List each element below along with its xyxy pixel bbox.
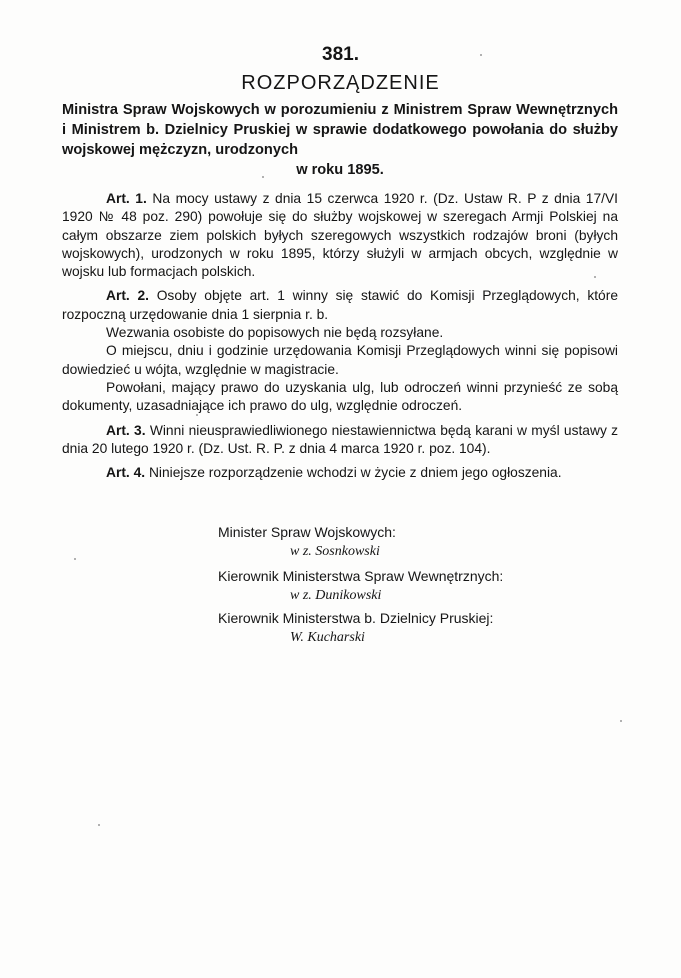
- signature-name: W. Kucharski: [290, 630, 365, 645]
- article-2: [62, 287, 618, 324]
- signature-block-3: [218, 608, 638, 648]
- articles-body: [62, 190, 618, 488]
- heading-last-line: w roku 1895.: [296, 162, 384, 178]
- article-label: Art. 4.: [106, 465, 146, 481]
- article-3: [62, 422, 618, 459]
- signature-name: w z. Sosnkowski: [290, 544, 380, 559]
- document-title: ROZPORZĄDZENIE: [241, 72, 440, 94]
- article-label: Art. 3.: [106, 422, 146, 438]
- document-heading: [62, 100, 618, 180]
- scan-speck: [74, 558, 76, 560]
- signature-block-1: [218, 522, 638, 562]
- article-paragraph: Powołani, mający prawo do uzyskania ulg, lub odroczeń winni przynieść ze sobą dokumenty, uzasadniające ich prawo do ulg, względnie odroczeń.: [62, 379, 618, 414]
- signature-block-2: [218, 566, 638, 606]
- article-text: Na mocy ustawy z dnia 15 czerwca 1920 r. (Dz. Ustaw R. P z dnia 17/VI 1920 № 48 poz. 290) powołuje się do służby wojskowej w szeregach Armji Polskiej na całym obszarze ziem polskich byłych szeregowych wszystkich rodzajów broni (byłych wojskowych), urodzonych w roku 1895, którzy służyli w armjach obcych, względnie w wojsku lub formacjach polskich.: [62, 191, 618, 280]
- article-paragraph: O miejscu, dniu i godzinie urzędowania Komisji Przeglądowych winni się popisowi dowiedzieć u wójta, względnie w magistracie.: [62, 343, 618, 377]
- scan-speck: [620, 720, 622, 722]
- scan-speck: [480, 54, 482, 56]
- signature-name: w z. Dunikowski: [290, 588, 382, 603]
- article-1: [62, 190, 618, 281]
- article-text: Osoby objęte art. 1 winny się stawić do Komisji Przeglądowych, które rozpoczną urzędowanie dnia 1 sierpnia r. b.: [62, 288, 618, 322]
- signature-office: Minister Spraw Wojskowych:: [218, 524, 396, 540]
- scan-speck: [594, 276, 596, 278]
- scan-speck: [196, 414, 198, 416]
- article-text: Niniejsze rozporządzenie wchodzi w życie z dniem jego ogłoszenia.: [148, 465, 562, 481]
- article-4: [62, 464, 618, 482]
- article-paragraph: Wezwania osobiste do popisowych nie będą rozsyłane.: [106, 325, 444, 341]
- scan-speck: [262, 176, 264, 178]
- document-number: 381.: [322, 44, 359, 65]
- signature-office: Kierownik Ministerstwa Spraw Wewnętrznych:: [218, 568, 504, 584]
- heading-main: Ministra Spraw Wojskowych w porozumieniu z Ministrem Spraw Wewnętrznych i Ministrem b. Dzielnicy Pruskiej w sprawie dodatkowego powołania do służby wojskowej mężczyzn, urodzonych: [62, 102, 618, 158]
- article-label: Art. 2.: [106, 288, 149, 304]
- article-text: Winni nieusprawiedliwionego niestawiennictwa będą karani w myśl ustawy z dnia 20 lutego 1920 r. (Dz. Ust. R. P. z dnia 4 marca 1920 r. poz. 104).: [62, 422, 619, 456]
- signature-office: Kierownik Ministerstwa b. Dzielnicy Pruskiej:: [218, 610, 494, 626]
- scan-speck: [98, 824, 100, 826]
- article-label: Art. 1.: [106, 191, 147, 206]
